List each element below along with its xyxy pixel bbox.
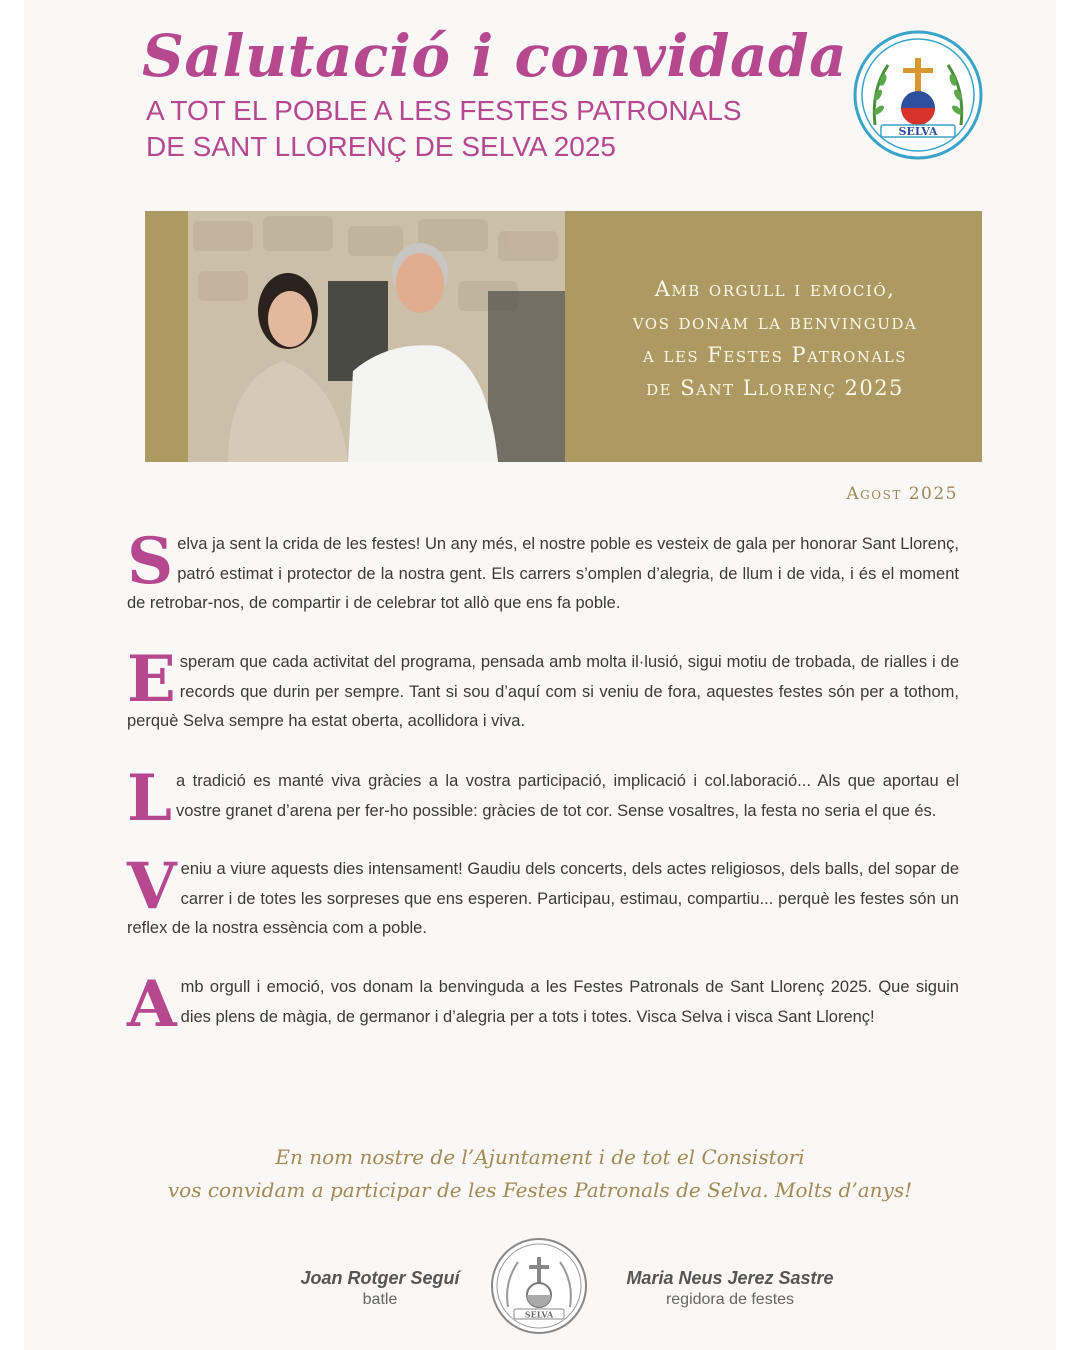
subtitle-line-2: DE SANT LLORENÇ DE SELVA 2025 (146, 131, 616, 162)
signature-name-mayor: Joan Rotger Seguí (300, 1268, 460, 1288)
paragraph-text: a tradició es manté viva gràcies a la vostra participació, implicació i col.laboració... Als que aportau el vostre granet d’arena per fer-ho possible: gràcies de tot cor. Sense vosaltres, la festa no seria el que és. (176, 772, 959, 820)
drop-cap-a: A (127, 967, 177, 1042)
paragraph-text: mb orgull i emoció, vos donam la benvinguda a les Festes Patronals de Sant Llorenç 2025. Que siguin dies plens de màgia, de germanor i d’alegria per a tots i totes. Visca Selva i visca Sant Llorenç! (180, 978, 959, 1026)
seal-text: SELVA (524, 1309, 554, 1320)
paragraph-text: speram que cada activitat del programa, pensada amb molta il·lusió, sigui motiu de trobada, de rialles i de records que durin per sempre. Tant si sou d’aquí com si veniu de fora, aquestes festes són per a tothom, perquè Selva sempre ha estat oberta, acollidora i viva. (127, 653, 959, 730)
banner-line-4: de Sant Llorenç 2025 (646, 376, 904, 400)
drop-cap-s: S (127, 524, 174, 599)
drop-cap-l: L (127, 761, 172, 836)
paragraph-2 (127, 642, 959, 737)
paragraph-5 (127, 967, 959, 1042)
subtitle-line-1: A TOT EL POBLE A LES FESTES PATRONALS (146, 95, 742, 126)
logo-text: SELVA (898, 125, 938, 138)
signature-name-councillor: Maria Neus Jerez Sastre (626, 1268, 834, 1288)
paragraph-4 (127, 849, 959, 944)
paragraph-1 (127, 524, 959, 619)
selva-coat-of-arms-logo (853, 30, 983, 160)
banner-line-1: Amb orgull i emoció, (654, 277, 896, 301)
date-label: Agost 2025 (846, 484, 958, 504)
banner-line-2: vos donam la benvinguda (632, 310, 918, 334)
banner-line-3: a les Festes Patronals (642, 343, 907, 367)
closing-line-1: En nom nostre de l’Ajuntament i de tot el Consistori (275, 1145, 805, 1169)
page-title: Salutació i convidada (142, 22, 848, 90)
closing-line-2: vos convidam a participar de les Festes Patronals de Selva. Molts d’anys! (167, 1178, 913, 1202)
selva-seal-icon (490, 1237, 588, 1335)
drop-cap-v: V (127, 849, 177, 924)
signature-role-councillor: regidora de festes (665, 1291, 795, 1308)
banner-message (585, 273, 965, 405)
paragraph-text: eniu a viure aquests dies intensament! Gaudiu dels concerts, dels actes religiosos, dels balls, del sopar de carrer i de totes les sorpreses que ens esperen. Participau, estimau, compartiu... perquè les festes són un reflex de la nostra essència com a poble. (127, 860, 959, 937)
invitation-page (24, 0, 1056, 1350)
paragraph-3 (127, 761, 959, 836)
welcome-banner (145, 211, 982, 462)
paragraph-text: elva ja sent la crida de les festes! Un any més, el nostre poble es vesteix de gala per honorar Sant Llorenç, patró estimat i protector de la nostra gent. Els carrers s’omplen d’alegria, de llum i de vida, i és el moment de retrobar-nos, de compartir i de celebrar tot allò que ens fa poble. (127, 535, 959, 612)
drop-cap-e: E (127, 642, 176, 717)
signature-role-mayor: batle (362, 1291, 398, 1308)
mayor-councillor-photo (188, 211, 565, 462)
